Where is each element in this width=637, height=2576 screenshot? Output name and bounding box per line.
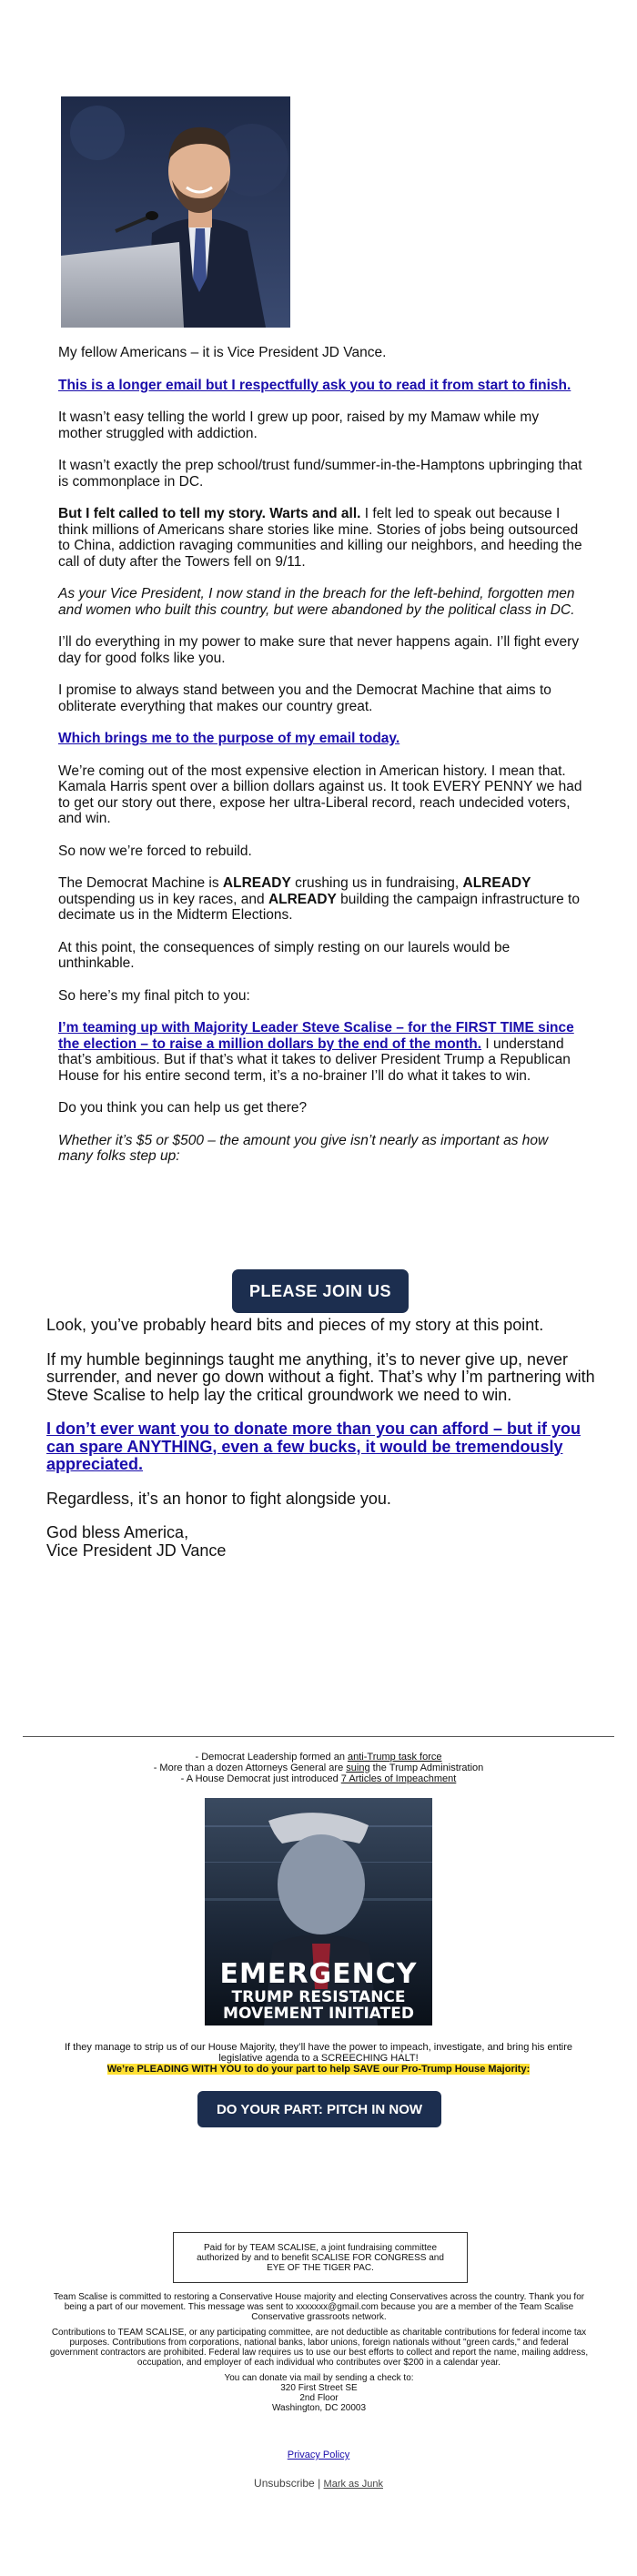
paragraph: Whether it’s $5 or $500 – the amount you give isn’t nearly as important as how many folks step up:	[58, 1132, 549, 1164]
paragraph: So here’s my final pitch to you:	[58, 987, 250, 1004]
pitch-in-now-button[interactable]: DO YOUR PART: PITCH IN NOW	[197, 2091, 441, 2127]
letter-closing	[46, 1317, 598, 1560]
mark-as-junk-link[interactable]: Mark as Junk	[323, 2479, 383, 2490]
legal-paragraph: Contributions to TEAM SCALISE, or any participating committee, are not deductible as charitable contributions for federal income tax purposes. Contributions from corporations, national banks, labor unions, foreign nationals without "green cards," and federal government contractors are prohibited. Federal law requires us to use our best efforts to collect and report the name, mailing address, occupation, and employer of each individual who contributes over $200 in a calendar year.	[49, 2328, 589, 2368]
paragraph: At this point, the consequences of simply resting on our laurels would be unthinkable.	[58, 939, 511, 971]
paid-line: authorized by and to benefit SCALISE FOR CONGRESS and	[197, 2252, 444, 2263]
paid-line: EYE OF THE TIGER PAC.	[267, 2262, 374, 2273]
paragraph: As your Vice President, I now stand in the breach for the left-behind, forgotten men and women who built this country, but were abandoned by the political class in DC.	[58, 586, 575, 618]
privacy-policy-link[interactable]: Privacy Policy	[287, 2450, 350, 2460]
note-item: - A House Democrat just introduced 7 Articles of Impeachment	[180, 1773, 457, 1784]
paragraph: It wasn’t exactly the prep school/trust fund/summer-in-the-Hamptons upbringing that is commonplace in DC.	[58, 458, 582, 490]
warning-text: If they manage to strip us of our House Majority, they’ll have the power to impeach, investigate, and bring his entire legislative agenda to a SCREECHING HALT!	[64, 2042, 573, 2064]
paragraph: I promise to always stand between you and the Democrat Machine that aims to obliterate everything that makes our country great.	[58, 682, 551, 714]
signature: God bless America, Vice President JD Vance	[46, 1523, 227, 1560]
paragraph: We’re coming out of the most expensive election in American history. I mean that. Kamala Harris spent over a billion dollars against us. It took EVERY PENNY we had to get our story out there, expose her ultra-Liberal record, reach undecided voters, and win.	[58, 763, 582, 826]
paid-for-box	[173, 2232, 468, 2283]
address-line: 320 First Street SE	[280, 2383, 358, 2393]
paragraph: It wasn’t easy telling the world I grew up poor, raised by my Mamaw while my mother struggled with addiction.	[58, 409, 540, 441]
unsubscribe-bar	[0, 2477, 637, 2490]
notes-list	[0, 1752, 637, 1784]
emergency-title: EMERGENCY	[219, 1958, 418, 1990]
address-line: Washington, DC 20003	[271, 2403, 367, 2413]
paragraph: Look, you’ve probably heard bits and pieces of my story at this point.	[46, 1316, 544, 1334]
please-join-us-button[interactable]: PLEASE JOIN US	[232, 1269, 409, 1313]
paragraph: If my humble beginnings taught me anything, it’s to never give up, never surrender, and never go down without a fight. That’s why I’m partnering with Steve Scalise to help lay the critical groundwork we need to win.	[46, 1349, 595, 1404]
paragraph: Do you think you can help us get there?	[58, 1100, 308, 1116]
emergency-subtitle: TRUMP RESISTANCE	[231, 1988, 406, 2006]
purpose-link[interactable]: Which brings me to the purpose of my email today.	[58, 731, 400, 746]
donate-link[interactable]: I don’t ever want you to donate more than you can afford – but if you can spare ANYTHING, even a few bucks, it would be tremendously appreciated.	[46, 1419, 581, 1473]
emergency-subtitle: MOVEMENT INITIATED	[223, 2005, 414, 2023]
address-line: 2nd Floor	[299, 2393, 339, 2403]
read-full-email-link[interactable]: This is a longer email but I respectfully ask you to read it from start to finish.	[58, 377, 571, 393]
emergency-graphic[interactable]	[205, 1798, 432, 2025]
divider	[23, 1736, 614, 1737]
paragraph: I’ll do everything in my power to make sure that never happens again. I’ll fight every day for good folks like you.	[58, 634, 580, 666]
vance-photo	[61, 96, 290, 328]
majority-warning	[55, 2042, 582, 2075]
paragraph: The Democrat Machine is ALREADY crushing us in fundraising, ALREADY outspending us in key races, and ALREADY building the campaign infrastructure to decimate us in the Midterm Elections.	[58, 875, 580, 923]
paragraph: But I felt called to tell my story. Warts and all. I felt led to speak out because I think millions of Americans share stories like mine. Stories of jobs being outsourced to China, addiction ravaging communities and killing our neighbors, and heeding the call of duty after the Towers fell on 9/11.	[58, 506, 582, 570]
unsubscribe-link[interactable]: Unsubscribe	[254, 2477, 315, 2490]
note-item: - Democrat Leadership formed an anti-Trump task force	[195, 1752, 442, 1763]
note-item: - More than a dozen Attorneys General are suing the Trump Administration	[153, 1763, 484, 1773]
task-force-link[interactable]: anti-Trump task force	[348, 1752, 442, 1763]
legal-disclaimer	[47, 2292, 591, 2413]
letter-body	[58, 345, 584, 1181]
separator: |	[318, 2477, 321, 2490]
legal-paragraph: Team Scalise is committed to restoring a Conservative House majority and electing Conservatives across the country. Thank you for being a part of our movement. This message was sent to xxxxxxx@gmail.com because you are a member of the Team Scalise Conservative grassroots network.	[53, 2292, 585, 2322]
paragraph: So now we’re forced to rebuild.	[58, 843, 252, 859]
impeachment-link[interactable]: 7 Articles of Impeachment	[340, 1773, 457, 1784]
paid-line: Paid for by TEAM SCALISE, a joint fundraising committee	[203, 2242, 438, 2253]
paragraph: I’m teaming up with Majority Leader Steve Scalise – for the FIRST TIME since the election – to raise a million dollars by the end of the month. I understand that’s ambitious. But if that’s what it takes to deliver President Trump a Republican House for his entire second term, it’s a no-brainer I’ll do what it takes to win.	[58, 1020, 574, 1084]
mail-instructions: You can donate via mail by sending a check to:	[224, 2373, 414, 2383]
greeting: My fellow Americans – it is Vice President JD Vance.	[58, 345, 387, 360]
paragraph: Regardless, it’s an honor to fight alongside you.	[46, 1489, 391, 1508]
scalise-link[interactable]: I’m teaming up with Majority Leader Steve Scalise – for the FIRST TIME since the election – to raise a million dollars by the end of the month.	[58, 1020, 574, 1052]
suing-link[interactable]: suing	[346, 1763, 370, 1773]
footer	[0, 2450, 637, 2460]
plea-highlight: We’re PLEADING WITH YOU to do your part to help SAVE our Pro-Trump House Majority:	[106, 2064, 531, 2075]
